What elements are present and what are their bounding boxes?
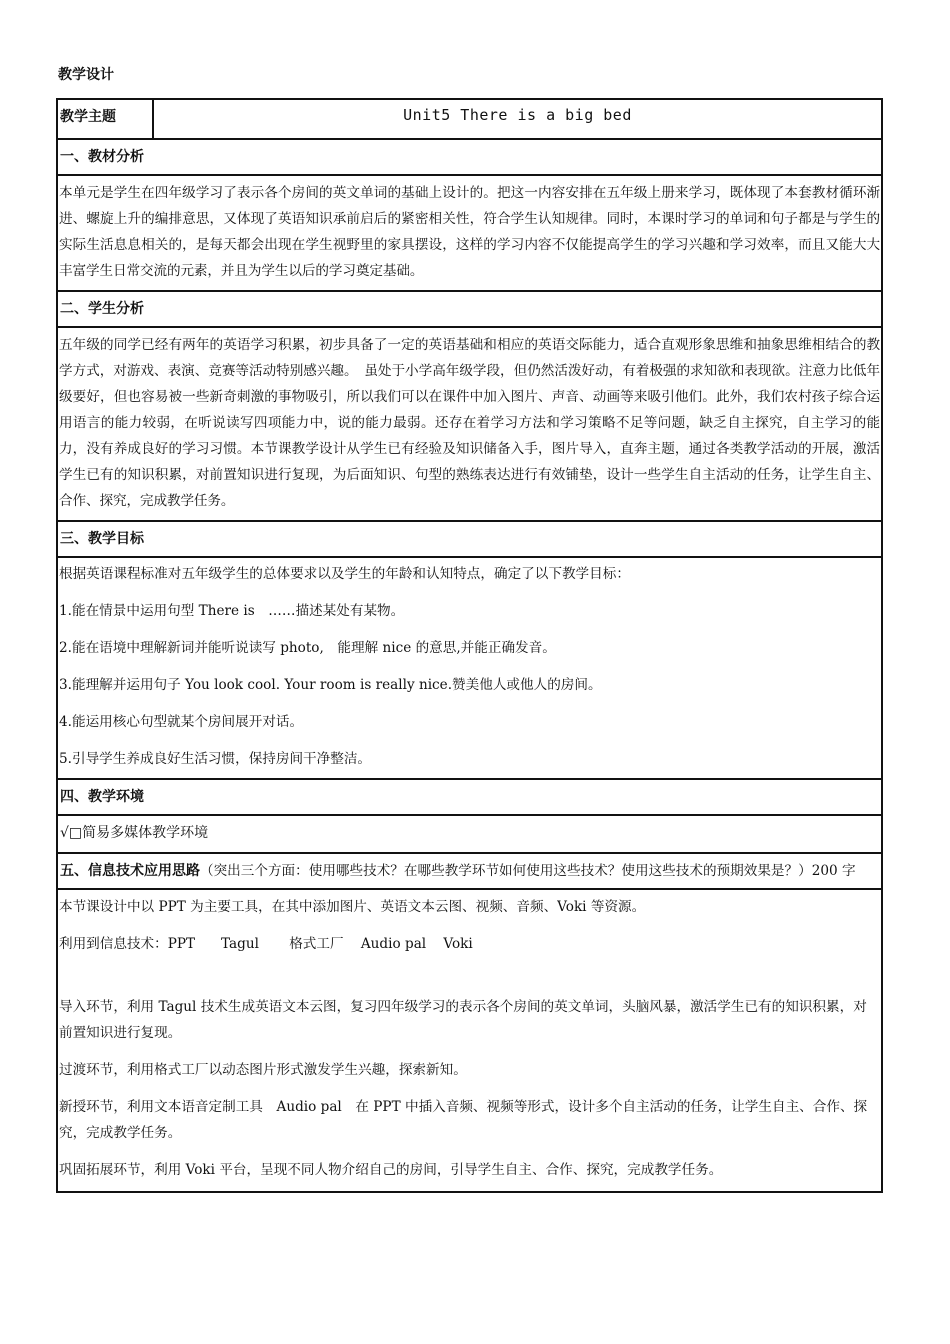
goals-intro: 根据英语课程标准对五年级学生的总体要求以及学生的年龄和认知特点，确定了以下教学目标： — [59, 566, 630, 582]
environment-option: √□简易多媒体教学环境 — [58, 814, 881, 852]
theme-label: 教学主题 — [58, 100, 154, 138]
section-title-students: 二、学生分析 — [58, 290, 881, 326]
step-item: 导入环节，利用 Tagul 技术生成英语文本云图，复习四年级学习的表示各个房间的英文单词，头脑风暴，激活学生已有的知识积累，对前置知识进行复现。 — [59, 999, 867, 1041]
material-analysis-cell — [58, 174, 881, 290]
goal-item: 5.引导学生养成良好生活习惯，保持房间干净整洁。 — [59, 751, 372, 767]
goal-item: 2.能在语境中理解新词并能听说读写 photo, 能理解 nice 的意思,并能正确发音。 — [59, 640, 556, 656]
goal-item: 3.能理解并运用句子 You look cool. Your room is really nice.赞美他人或他人的房间。 — [59, 677, 602, 693]
step-item: 巩固拓展环节，利用 Voki 平台，呈现不同人物介绍自己的房间，引导学生自主、合作、探究，完成教学任务。 — [59, 1162, 723, 1178]
theme-row — [58, 100, 881, 138]
it-ideas-note: （突出三个方面：使用哪些技术？在哪些教学环节如何使用这些技术？使用这些技术的预期效果是？）200 字 — [200, 863, 856, 879]
section-title-it-ideas: 五、信息技术应用思路 — [60, 863, 200, 879]
spacer — [59, 968, 880, 994]
it-ideas-intro: 本节课设计中以 PPT 为主要工具，在其中添加图片、英语文本云图、视频、音频、Voki 等资源。 — [59, 899, 646, 915]
it-ideas-cell — [58, 888, 881, 1191]
teaching-goals-cell — [58, 556, 881, 778]
student-analysis-text: 五年级的同学已经有两年的英语学习积累，初步具备了一定的英语基础和相应的英语交际能力，适合直观形象思维和抽象思维相结合的教学方式，对游戏、表演、竞赛等活动特别感兴趣。 虽处于小学高年级学段，但仍然活泼好动，有着极强的求知欲和表现欲。注意力比低年级要好，但也容易被一些新奇刺激的事物吸引，所以我们可以在课件中加入图片、声音、动画等来吸引他们。此外，我们农村孩子综合运用语言的能力较弱，在听说读写四项能力中，说的能力最弱。还存在着学习方法和学习策略不足等问题，缺乏自主探究，自主学习的能力，没有养成良好的学习习惯。本节课教学设计从学生已有经验及知识储备入手，图片导入，直奔主题，通过各类教学活动的开展，激活学生已有的知识积累，对前置知识进行复现，为后面知识、句型的熟练表达进行有效铺垫，设计一些学生自主活动的任务，让学生自主、合作、探究，完成教学任务。 — [59, 337, 880, 509]
section-title-environment: 四、教学环境 — [58, 778, 881, 814]
material-analysis-text: 本单元是学生在四年级学习了表示各个房间的英文单词的基础上设计的。把这一内容安排在五年级上册来学习，既体现了本套教材循环渐进、螺旋上升的编排意思，又体现了英语知识承前启后的紧密相关性，符合学生认知规律。同时，本课时学习的单词和句子都是与学生的实际生活息息相关的，是每天都会出现在学生视野里的家具摆设，这样的学习内容不仅能提高学生的学习兴趣和学习效率，而且又能大大丰富学生日常交流的元素，并且为学生以后的学习奠定基础。 — [59, 185, 880, 279]
document-heading: 教学设计 — [58, 67, 114, 83]
goal-item: 1.能在情景中运用句型 There is ……描述某处有某物。 — [59, 603, 405, 619]
step-item: 过渡环节，利用格式工厂以动态图片形式激发学生兴趣，探索新知。 — [59, 1062, 467, 1078]
student-analysis-cell — [58, 326, 881, 520]
theme-value: Unit5 There is a big bed — [403, 106, 632, 124]
lesson-plan-table — [56, 98, 883, 1193]
section-title-goals: 三、教学目标 — [58, 520, 881, 556]
it-ideas-header — [58, 852, 881, 888]
section-title-material: 一、教材分析 — [58, 138, 881, 174]
tech-list: 利用到信息技术：PPT Tagul 格式工厂 Audio pal Voki — [59, 936, 473, 952]
goal-item: 4.能运用核心句型就某个房间展开对话。 — [59, 714, 304, 730]
step-item: 新授环节，利用文本语音定制工具 Audio pal 在 PPT 中插入音频、视频等形式，设计多个自主活动的任务，让学生自主、合作、探究，完成教学任务。 — [59, 1099, 868, 1141]
